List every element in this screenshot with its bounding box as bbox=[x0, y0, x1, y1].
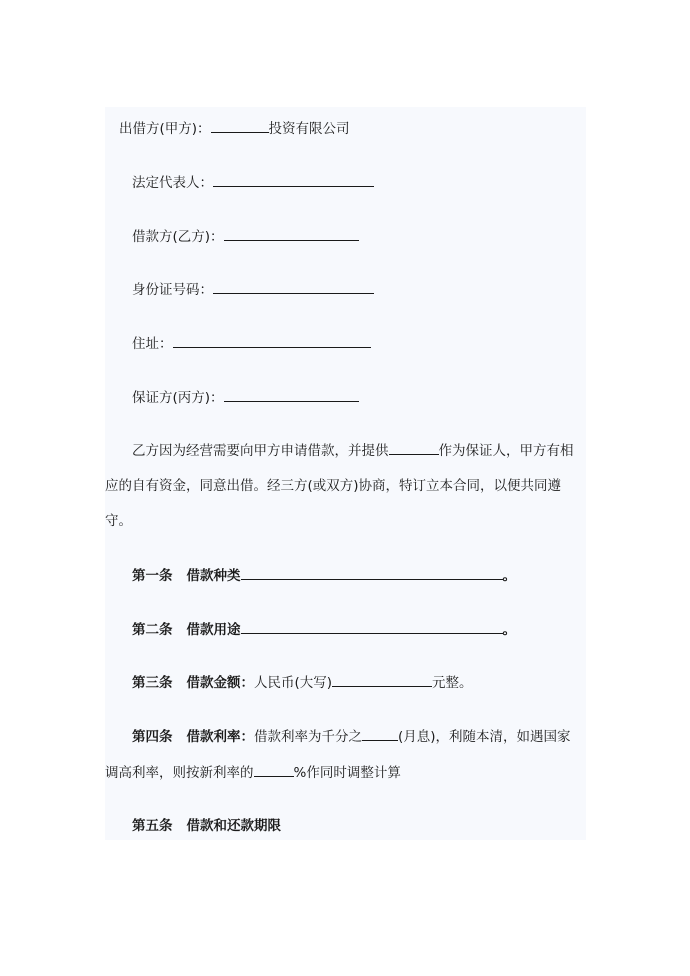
address-label: 住址： bbox=[132, 336, 173, 352]
article-4-line-2 bbox=[105, 762, 586, 783]
borrower-line bbox=[105, 226, 586, 247]
article-3-amount-blank bbox=[332, 672, 432, 687]
preamble-text-2: 作为保证人，甲方有相 bbox=[438, 443, 574, 459]
id-blank bbox=[213, 279, 374, 294]
article-4 bbox=[105, 726, 586, 747]
article-4-rate-blank bbox=[362, 726, 398, 741]
article-3-text-2: 元整。 bbox=[432, 675, 473, 691]
borrower-label: 借款方(乙方)： bbox=[132, 229, 224, 245]
article-3-title: 借款金额： bbox=[186, 675, 254, 691]
article-1-end: 。 bbox=[502, 568, 516, 584]
article-4-percent-blank bbox=[254, 762, 294, 777]
article-2-blank bbox=[241, 619, 503, 634]
lender-suffix: 投资有限公司 bbox=[268, 121, 350, 137]
article-4-title: 借款利率： bbox=[186, 729, 254, 745]
preamble-line-1 bbox=[105, 440, 586, 461]
preamble-guarantor-blank bbox=[389, 440, 439, 455]
id-line bbox=[105, 279, 586, 300]
guarantor-blank bbox=[224, 387, 359, 402]
guarantor-label: 保证方(丙方)： bbox=[132, 390, 224, 406]
article-1-blank bbox=[241, 565, 503, 580]
lender-name-blank bbox=[211, 118, 269, 133]
legal-rep-line bbox=[105, 172, 586, 193]
article-5 bbox=[105, 816, 586, 836]
document-page bbox=[105, 107, 586, 840]
article-3-number: 第三条 bbox=[132, 675, 173, 691]
article-2-end: 。 bbox=[502, 622, 516, 638]
article-4-text-3: 调高利率，则按新利率的 bbox=[105, 765, 254, 781]
legal-rep-label: 法定代表人： bbox=[132, 175, 213, 191]
article-1-title: 借款种类 bbox=[186, 568, 241, 584]
article-2-number: 第二条 bbox=[132, 622, 173, 638]
preamble-text-1: 乙方因为经营需要向甲方申请借款，并提供 bbox=[132, 443, 389, 459]
article-4-text-2: (月息)，利随本清，如遇国家 bbox=[398, 729, 571, 745]
article-5-number: 第五条 bbox=[132, 818, 173, 834]
address-blank bbox=[173, 333, 371, 348]
preamble-line-2: 应的自有资金，同意出借。经三方(或双方)协商，特订立本合同，以便共同遵 bbox=[105, 478, 562, 494]
article-3 bbox=[105, 672, 586, 693]
article-5-title: 借款和还款期限 bbox=[186, 818, 281, 834]
article-2 bbox=[105, 619, 586, 640]
borrower-blank bbox=[224, 226, 359, 241]
article-4-number: 第四条 bbox=[132, 729, 173, 745]
article-4-text-1: 借款利率为千分之 bbox=[254, 729, 362, 745]
guarantor-line bbox=[105, 387, 586, 408]
article-3-text-1: 人民币(大写) bbox=[254, 675, 333, 691]
preamble-line-3: 守。 bbox=[105, 513, 132, 529]
article-2-title: 借款用途 bbox=[186, 622, 241, 638]
address-line bbox=[105, 333, 586, 354]
lender-line bbox=[105, 118, 586, 139]
article-1-number: 第一条 bbox=[132, 568, 173, 584]
article-1 bbox=[105, 565, 586, 586]
lender-label: 出借方(甲方)： bbox=[119, 121, 211, 137]
legal-rep-blank bbox=[213, 172, 374, 187]
article-4-text-4: %作同时调整计算 bbox=[293, 765, 401, 781]
id-label: 身份证号码： bbox=[132, 282, 213, 298]
